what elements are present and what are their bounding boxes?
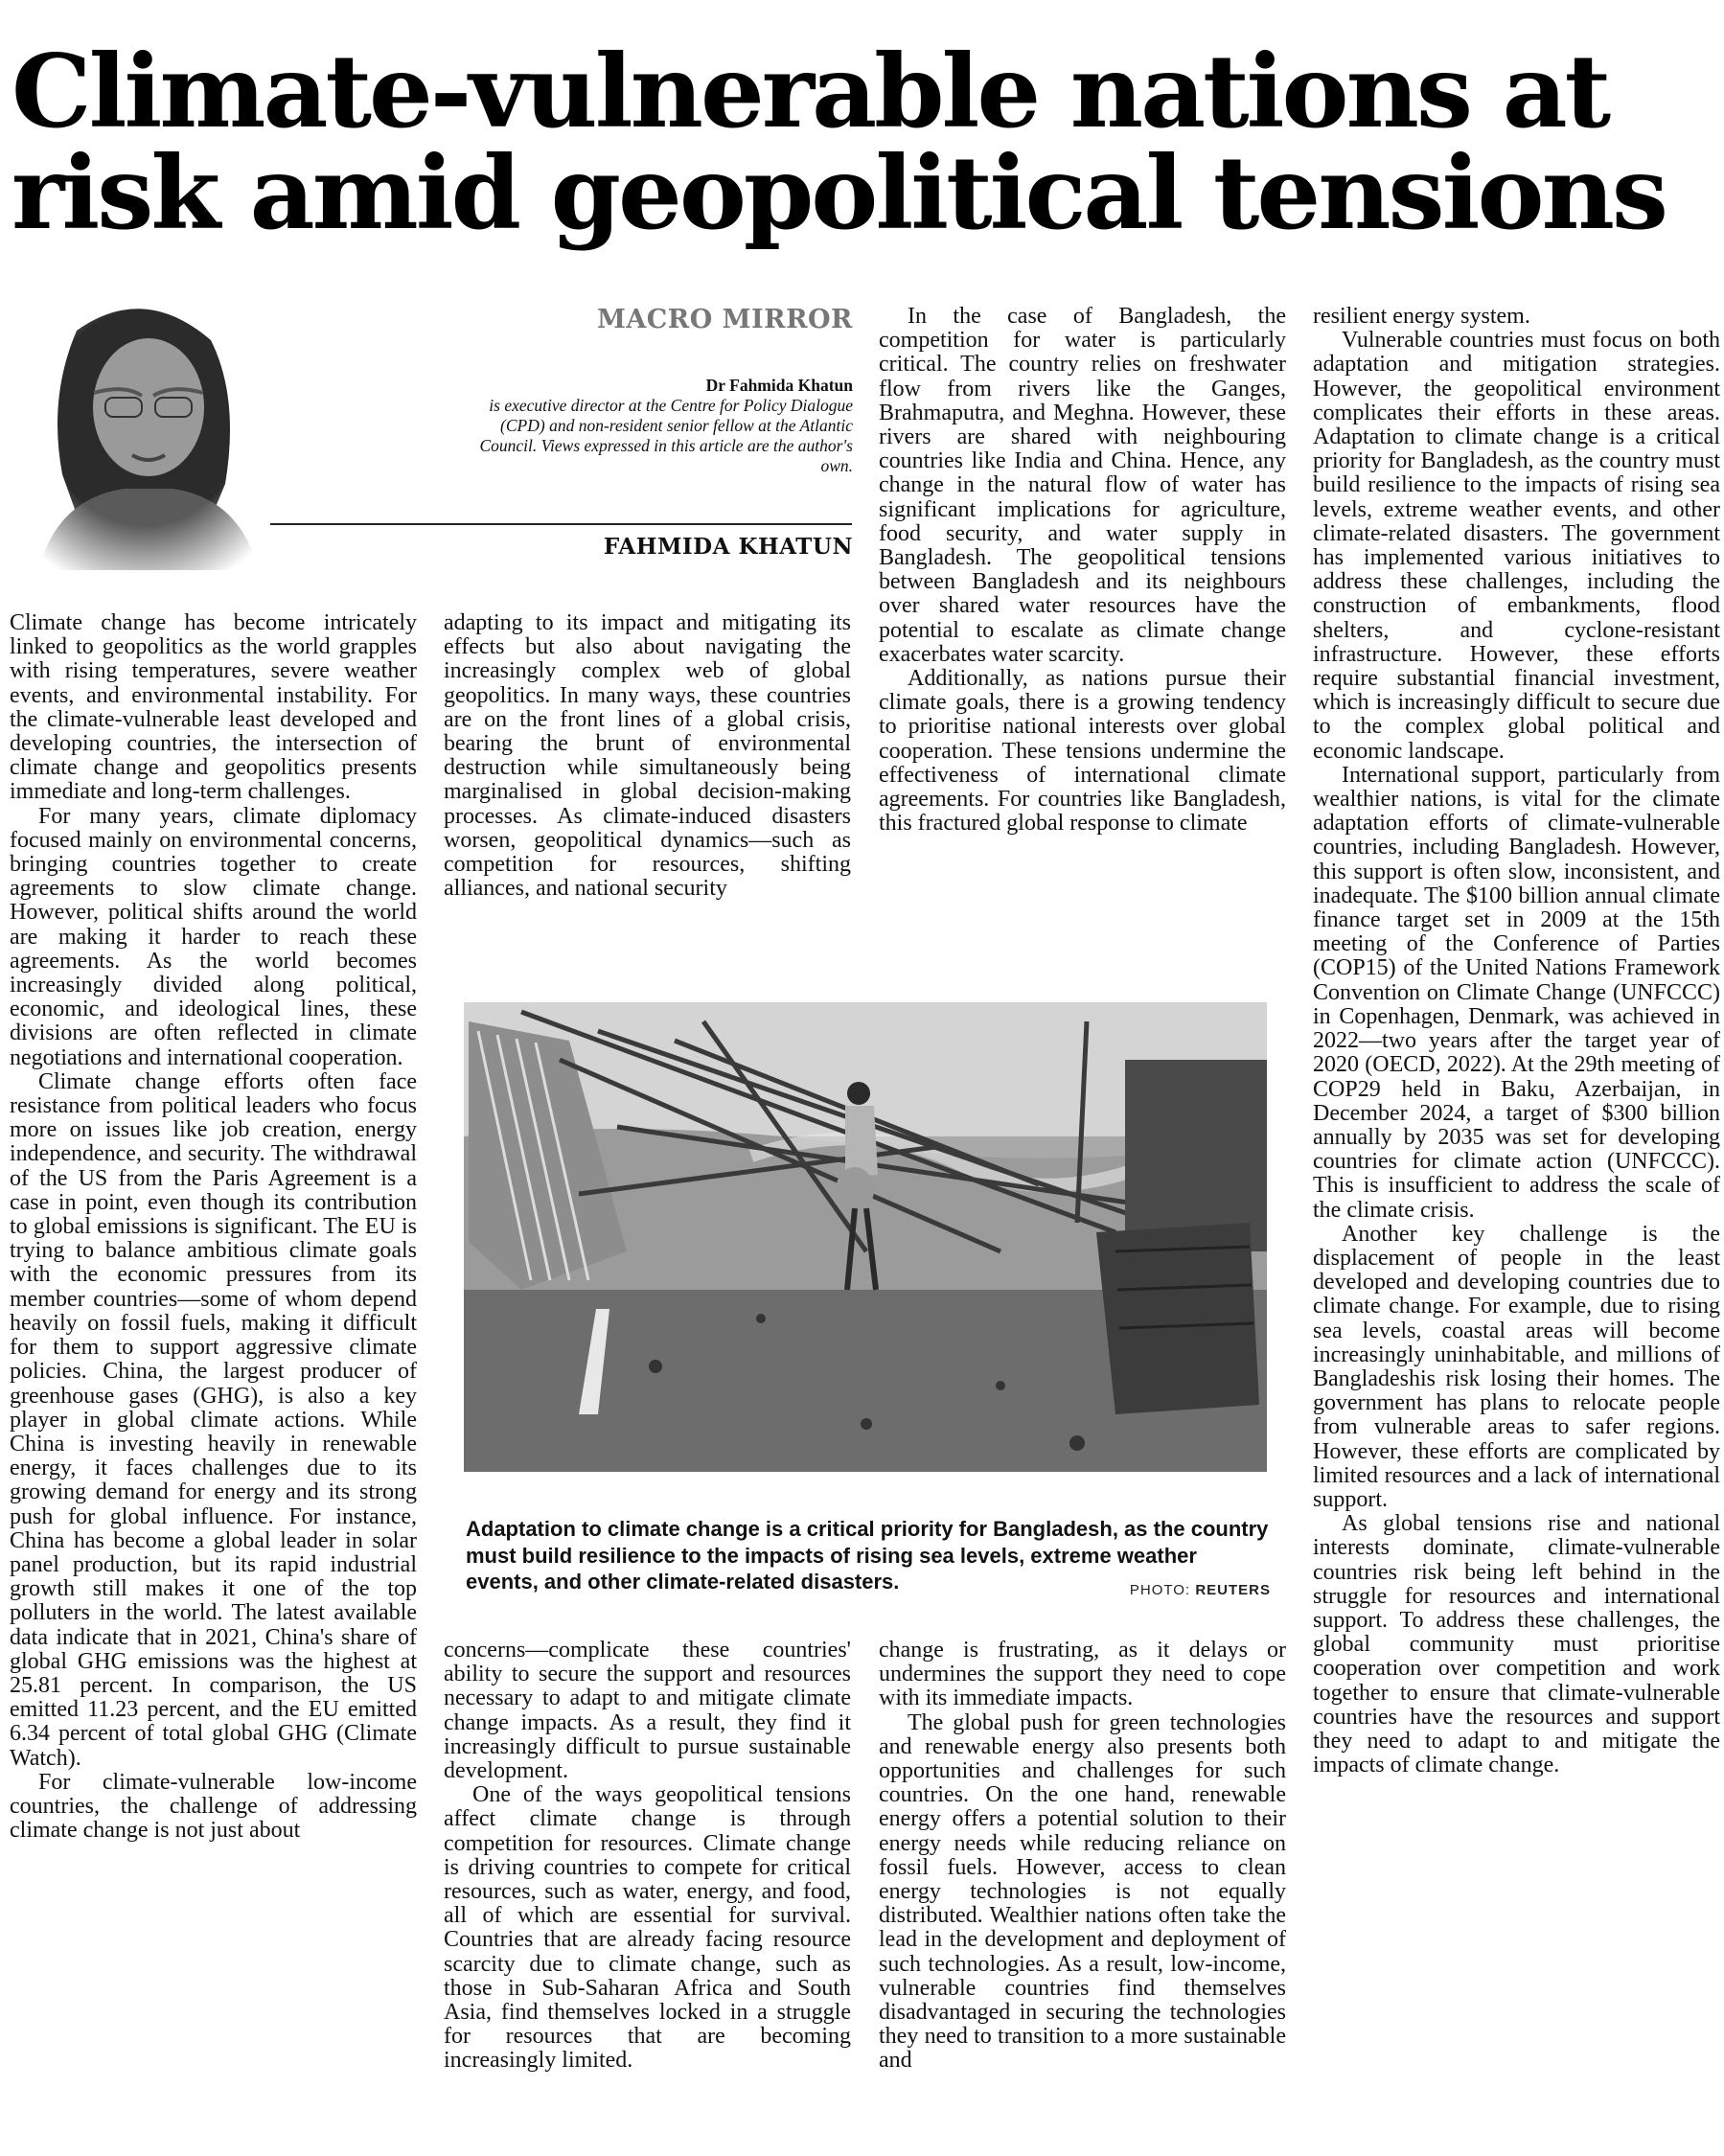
photo-caption: Adaptation to climate change is a critical priority for Bangladesh, as the country must build resilience to the impacts of rising sea levels, extreme weather events, and other climate-related disasters. (466, 1517, 1269, 1594)
byline-divider (270, 523, 852, 525)
section-label: MACRO MIRROR (596, 305, 853, 334)
headline (11, 32, 1717, 252)
author-bio (450, 376, 853, 476)
author-portrait (19, 292, 270, 570)
byline: FAHMIDA KHATUN (603, 534, 853, 560)
paragraph: As global tensions rise and national interests dominate, climate-vulnerable countries risk being left behind in the struggle for resources and international support. To address these challenges, the global community must prioritise cooperation over competition and work together to ensure that climate-vulnerable countries have the resources and support they need to adapt to and mitigate the impacts of climate change. (1313, 1511, 1720, 1778)
headline-line-2: risk amid geopolitical tensions (11, 133, 1667, 252)
paragraph: For climate-vulnerable low-income countries, the challenge of addressing climate change is not just about (10, 1769, 417, 1844)
article-column-3-bottom (879, 1639, 1286, 2156)
paragraph: The global push for green technologies and renewable energy also presents both opportunities and challenges for such countries. On the one hand, renewable energy offers a potential solution to their energy needs while reducing reliance on fossil fuels. However, access to clean energy technologies is not equally distributed. Wealthier nations often take the lead in the development and deployment of such technologies. As a result, low-income, vulnerable countries find themselves disadvantaged in securing the technologies they need to transition to a more sustainable and (879, 1709, 1286, 2074)
bio-name: Dr Fahmida Khatun (705, 376, 853, 395)
paragraph: For many years, climate diplomacy focused mainly on environmental concerns, bringing countries together to create agreements to slow climate change. However, political shifts around the world are making it harder to reach these agreements. As the world becomes increasingly divided along political, economic, and ideological lines, these divisions are often reflected in climate negotiations and international cooperation. (10, 803, 417, 1070)
headline-line-1: Climate-vulnerable nations at (11, 32, 1609, 150)
paragraph: resilient energy system. (1313, 305, 1530, 329)
article-column-2-top (444, 611, 851, 975)
paragraph: concerns—complicate these countries' ability to secure the support and resources necessary to adapt to and mitigate climate change impacts. As a result, they find it increasingly difficult to pursue sustainable development. (444, 1639, 851, 1784)
paragraph: In the case of Bangladesh, the competition for water is particularly critical. The country relies on freshwater flow from rivers like the Ganges, Brahmaputra, and Meghna. However, these rivers are shared with neighbouring countries like India and China. Hence, any change in the natural flow of water has significant implications for agriculture, food security, and water supply in Bangladesh. The geopolitical tensions between Bangladesh and its neighbours over shared water resources have the potential to escalate as climate change exacerbates water scarcity. (879, 305, 1286, 667)
paragraph: Climate change has become intricately linked to geopolitics as the world grapples with rising temperatures, severe weather events, and environmental instability. For the climate-vulnerable least developed and developing countries, the intersection of climate change and geopolitics presents immediate and long-term challenges. (10, 611, 417, 805)
article-column-4 (1313, 305, 1720, 2156)
paragraph: Another key challenge is the displacement of people in the least developed and developing countries due to climate change. For example, due to rising sea levels, coastal areas will become increasingly uninhabitable, and millions of Bangladeshis risk losing their homes. The government has plans to relocate people from vulnerable areas to safer regions. However, these efforts are complicated by limited resources and a lack of international support. (1313, 1221, 1720, 1512)
credit-source: REUTERS (1195, 1582, 1271, 1598)
bio-text: is executive director at the Centre for Policy Dialogue (CPD) and non-resident senior fellow at the Atlantic Council. Views expressed in this article are the author's own. (479, 396, 853, 475)
paragraph: International support, particularly from wealthier nations, is vital for the climate adaptation efforts of climate-vulnerable countries, including Bangladesh. However, this support is often slow, inconsistent, and inadequate. The $100 billion annual climate finance target set in 2009 at the 15th meeting of the Conference of Parties (COP15) of the United Nations Framework Convention on Climate Change (UNFCCC) in Copenhagen, Denmark, was achieved in 2022—two years after the target year of 2020 (OECD, 2022). At the 29th meeting of COP29 held in Baku, Azerbaijan, in December 2024, a target of $300 billion annually by 2035 was set for developing countries for climate action (UNFCCC). This is insufficient to address the scale of the climate crisis. (1313, 762, 1720, 1223)
paragraph: adapting to its impact and mitigating its effects but also about navigating the increasingly complex web of global geopolitics. In many ways, these countries are on the front lines of a global crisis, bearing the brunt of environmental destruction while simultaneously being marginalised in global decision-making processes. As climate-induced disasters worsen, geopolitical dynamics—such as competition for resources, shifting alliances, and national security (444, 611, 851, 902)
news-photo (464, 1002, 1267, 1472)
credit-label: PHOTO: (1129, 1582, 1191, 1598)
article-column-3-top (879, 305, 1286, 975)
paragraph: Climate change efforts often face resistance from political leaders who focus more on issues like job creation, energy independence, and security. The withdrawal of the US from the Paris Agreement is a case in point, even though its contribution to global emissions is significant. The EU is trying to balance ambitious climate goals with the economic pressures from its member countries—some of whom depend heavily on fossil fuels, making it difficult for them to support aggressive climate policies. China, the largest producer of greenhouse gases (GHG), is also a key player in global climate actions. While China is investing heavily in renewable energy, it faces challenges due to its growing demand for energy and its strong push for global influence. For instance, China has become a global leader in solar panel production, but its rapid industrial growth still makes it one of the top polluters in the world. The latest available data indicate that in 2021, China's share of global GHG emissions was the highest at 25.81 percent. In comparison, the US emitted 11.23 percent, and the EU emitted 6.34 percent of total global GHG (Climate Watch). (10, 1068, 417, 1771)
photo-credit (1108, 1582, 1271, 1598)
article-column-1 (10, 611, 417, 2156)
paragraph: change is frustrating, as it delays or undermines the support they need to cope with its immediate impacts. (879, 1639, 1286, 1711)
paragraph: One of the ways geopolitical tensions affect climate change is through competition for resources. Climate change is driving countries to compete for critical resources, such as water, energy, and food, all of which are essential for survival. Countries that are already facing resource scarcity due to climate change, such as those in Sub-Saharan Africa and South Asia, find themselves locked in a struggle for resources that are becoming increasingly limited. (444, 1782, 851, 2074)
article-column-2-bottom (444, 1639, 851, 2156)
paragraph: Additionally, as nations pursue their climate goals, there is a growing tendency to prioritise national interests over global cooperation. These tensions undermine the effectiveness of international climate agreements. For countries like Bangladesh, this fractured global response to climate (879, 666, 1286, 837)
paragraph: Vulnerable countries must focus on both adaptation and mitigation strategies. However, the geopolitical environment complicates their efforts in these areas. Adaptation to climate change is a critical priority for Bangladesh, as the country must build resilience to the impacts of rising sea levels, extreme weather events, and other climate-related disasters. The government has implemented various initiatives to address these challenges, including the construction of embankments, flood shelters, and cyclone-resistant infrastructure. However, these efforts require substantial financial investment, which is increasingly difficult to secure due to the complex global political and economic landscape. (1313, 328, 1720, 764)
